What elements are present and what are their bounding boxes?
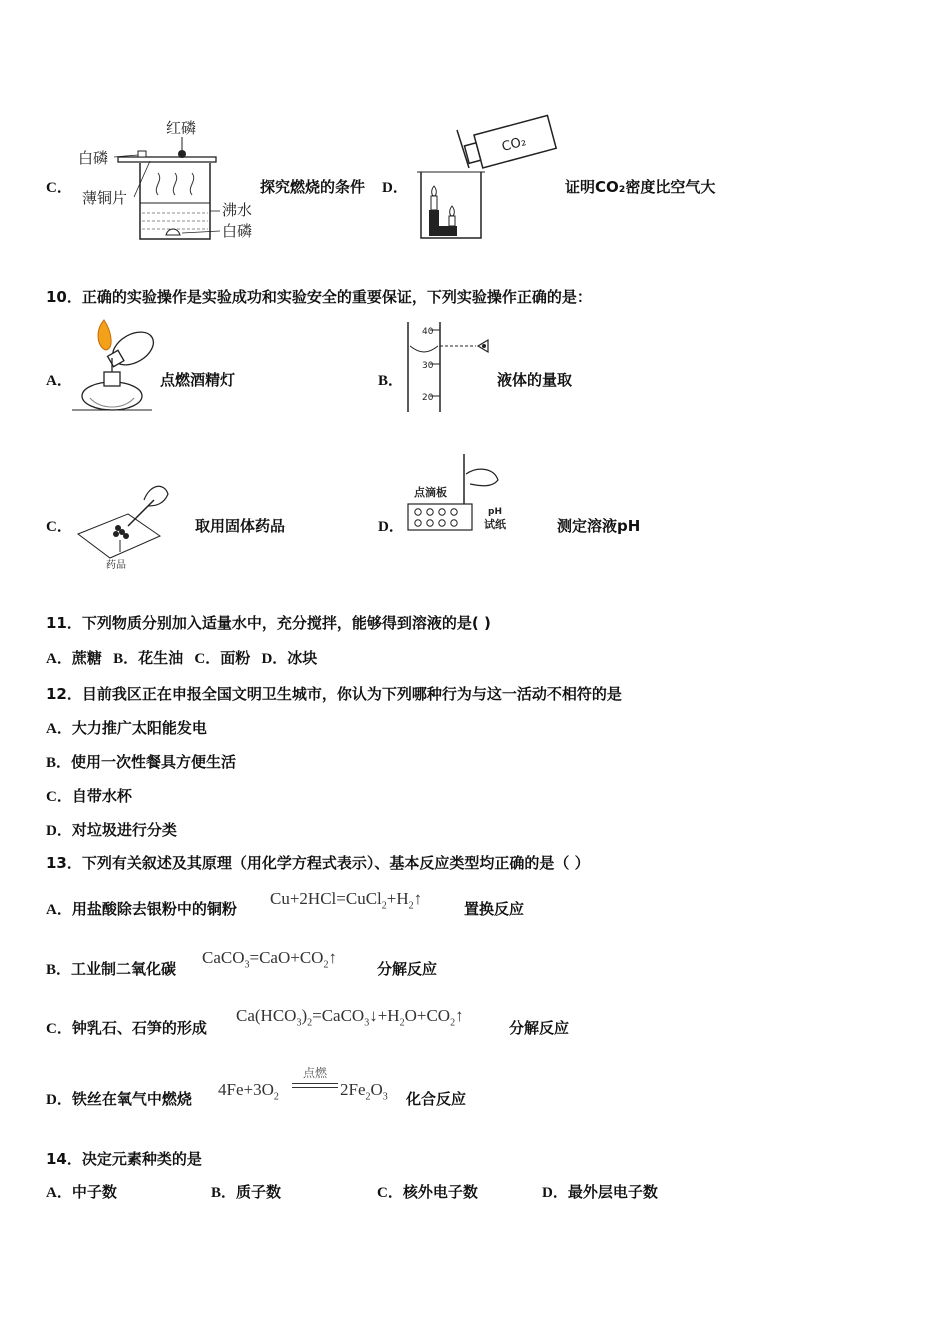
- q12-option-d: D．对垃圾进行分类: [46, 821, 177, 839]
- q13-equation-d-arrow-top: [292, 1083, 338, 1084]
- q13-equation-a: $Cu+2HCl=CuCl_2+H_2↑$: [270, 889, 423, 912]
- q13-type-b: 分解反应: [377, 960, 438, 978]
- q11-stem: 11．下列物质分别加入适量水中，充分搅拌，能够得到溶液的是( ): [46, 614, 491, 632]
- q13-stem: 13．下列有关叙述及其原理（用化学方程式表示）、基本反应类型均正确的是（ ）: [46, 854, 590, 872]
- q10-stem: 10．正确的实验操作是实验成功和实验安全的重要保证，下列实验操作正确的是：: [46, 288, 592, 306]
- q13-equation-c: $Ca(HCO_3)_2=CaCO_3↓+H_2O+CO_2↑$: [236, 1006, 464, 1029]
- q9-option-c-caption: 探究燃烧的条件: [260, 178, 366, 196]
- solid-reagent-figure: [72, 476, 192, 572]
- q13-option-d: D．铁丝在氧气中燃烧: [46, 1090, 192, 1108]
- q13-type-a: 置换反应: [464, 900, 525, 918]
- q10-option-c-label: C．: [46, 519, 72, 535]
- q14-option-d: D．最外层电子数: [542, 1183, 658, 1201]
- combustion-conditions-figure: [78, 115, 258, 245]
- q9-option-c-label: C．: [46, 180, 72, 196]
- q11-options-row: A．蔗糖 B．花生油 C．面粉 D．冰块: [46, 649, 318, 667]
- copper-sheet-label: 薄铜片: [82, 189, 128, 207]
- spot-plate-label: 点滴板: [414, 486, 447, 499]
- q13-equation-d-condition: 点燃: [302, 1066, 327, 1080]
- q9-option-d-caption: 证明CO₂密度比空气大: [565, 178, 716, 196]
- white-phosphorus-top-label: 白磷: [78, 149, 109, 167]
- q13-equation-b: $CaCO_3=CaO+CO_2↑$: [202, 948, 337, 971]
- co2-bottle-label: CO₂: [500, 134, 528, 155]
- q13-equation-d-arrow-bottom: [292, 1087, 338, 1088]
- alcohol-lamp-figure: [72, 318, 162, 414]
- q13-option-c: C．钟乳石、石笋的形成: [46, 1019, 207, 1037]
- reagent-label: 药品: [106, 560, 126, 571]
- cylinder-tick-20: 20: [422, 393, 434, 403]
- q10-option-d-label: D．: [378, 519, 404, 535]
- q14-stem: 14．决定元素种类的是: [46, 1150, 202, 1168]
- red-phosphorus-label: 红磷: [166, 119, 197, 137]
- q12-stem: 12．目前我区正在申报全国文明卫生城市，你认为下列哪种行为与这一活动不相符的是: [46, 685, 622, 703]
- q13-option-a: A．用盐酸除去银粉中的铜粉: [46, 900, 237, 918]
- q10-option-b-label: B．: [378, 373, 404, 389]
- q12-option-c: C．自带水杯: [46, 787, 132, 805]
- q14-option-b: B．质子数: [211, 1183, 282, 1201]
- q9-option-d-label: D．: [382, 180, 408, 196]
- q10-option-a-label: A．: [46, 373, 72, 389]
- ph-label: pH: [488, 507, 502, 517]
- cylinder-tick-30: 30: [422, 361, 434, 371]
- q10-option-c-text: 取用固体药品: [195, 517, 286, 535]
- q14-option-a: A．中子数: [46, 1183, 117, 1201]
- q10-option-b-text: 液体的量取: [497, 371, 573, 389]
- co2-density-figure: [415, 112, 560, 244]
- q12-option-a: A．大力推广太阳能发电: [46, 719, 207, 737]
- q12-option-b: B．使用一次性餐具方便生活: [46, 753, 237, 771]
- graduated-cylinder-figure: [404, 320, 504, 416]
- q13-type-c: 分解反应: [509, 1019, 570, 1037]
- q14-option-c: C．核外电子数: [377, 1183, 478, 1201]
- ph-test-figure: [404, 452, 514, 538]
- cylinder-tick-40: 40: [422, 327, 434, 337]
- q10-option-d-text: 测定溶液pH: [557, 517, 641, 535]
- white-phosphorus-bottom-label: 白磷: [222, 222, 253, 240]
- boiling-water-label: 沸水: [222, 201, 253, 219]
- q13-equation-d-left: $4Fe+3O_2$: [218, 1080, 279, 1103]
- test-paper-label: 试纸: [484, 518, 506, 531]
- q13-equation-d-right: $2Fe_2O_3$: [340, 1080, 388, 1103]
- q13-type-d: 化合反应: [406, 1090, 467, 1108]
- q10-option-a-text: 点燃酒精灯: [160, 371, 236, 389]
- q13-option-b: B．工业制二氧化碳: [46, 960, 177, 978]
